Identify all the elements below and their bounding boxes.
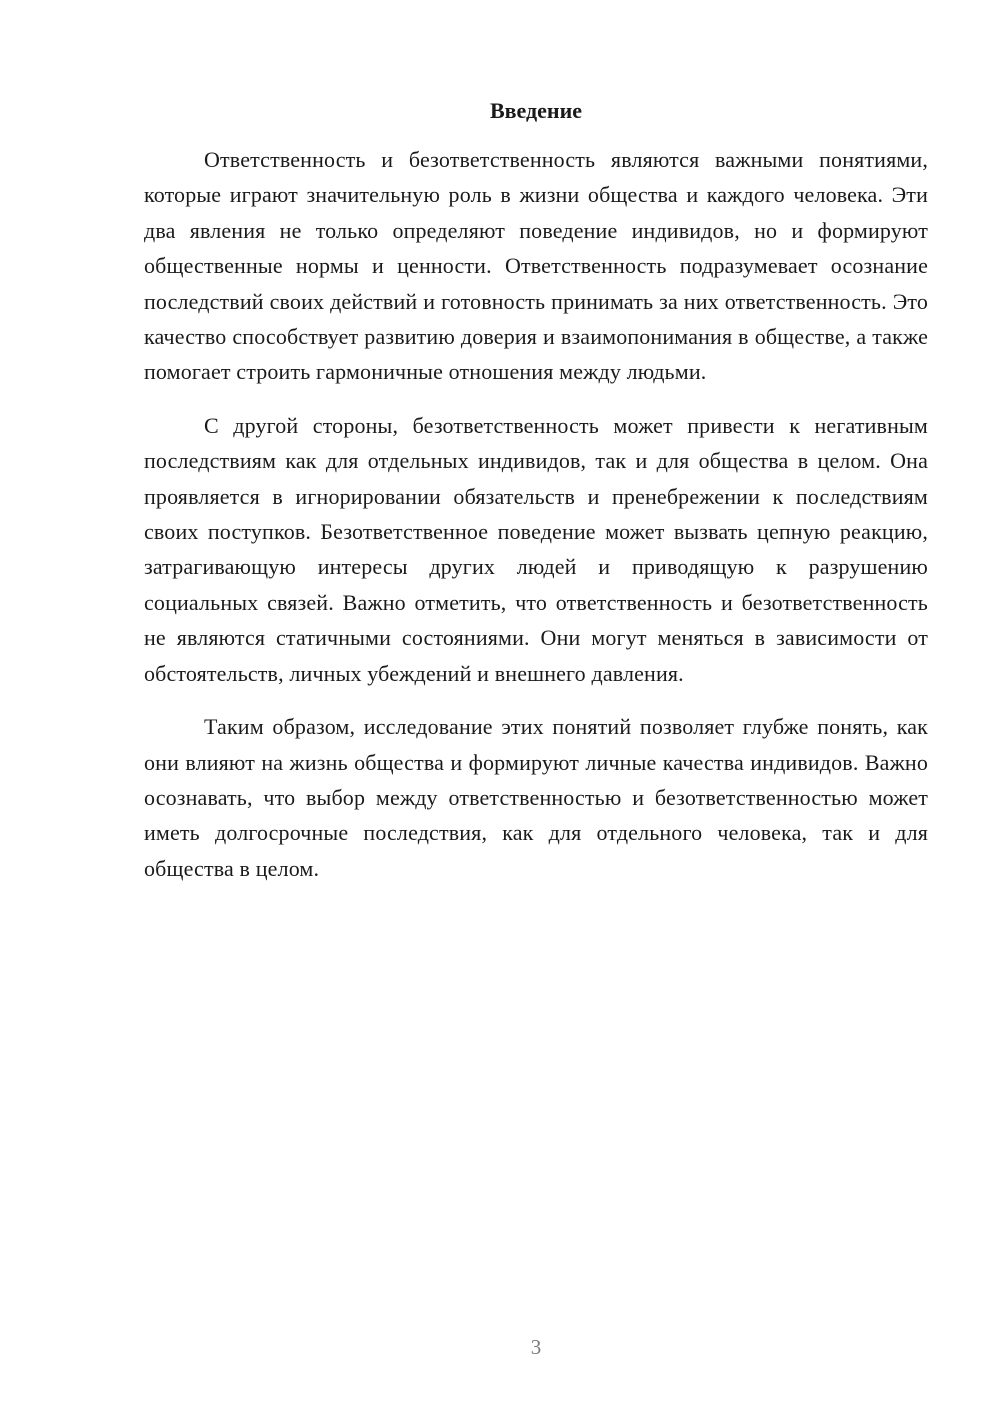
paragraph: С другой стороны, безответственность может привести к негативным последствиям как для отдельных индивидов, так и для общества в целом. Она проявляется в игнорировании обязательств и пренебрежении к последствиям своих поступков. Безответственное поведение может вызвать цепную реакцию, затрагивающую интересы других людей и приводящую к разрушению социальных связей. Важно отметить, что ответственность и безответственность не являются статичными состояниями. Они могут меняться в зависимости от обстоятельств, личных убеждений и внешнего давления. [144, 412, 928, 686]
paragraph: Таким образом, исследование этих понятий позволяет глубже понять, как они влияют на жизнь общества и формируют личные качества индивидов. Важно осознавать, что выбор между ответственностью и безответственностью может иметь долгосрочные последствия, как для отдельного человека, так и для общества в целом. [144, 714, 928, 881]
page-number: 3 [530, 1335, 542, 1359]
paragraph: Ответственность и безответственность являются важными понятиями, которые играют значительную роль в жизни общества и каждого человека. Эти два явления не только определяют поведение индивидов, но и формируют общественные нормы и ценности. Ответственность подразумевает осознание последствий своих действий и готовность принимать за них ответственность. Это качество способствует развитию доверия и взаимопонимания в обществе, а также помогает строить гармоничные отношения между людьми. [144, 147, 928, 385]
section-heading: Введение [489, 98, 583, 123]
body-text [144, 142, 928, 904]
